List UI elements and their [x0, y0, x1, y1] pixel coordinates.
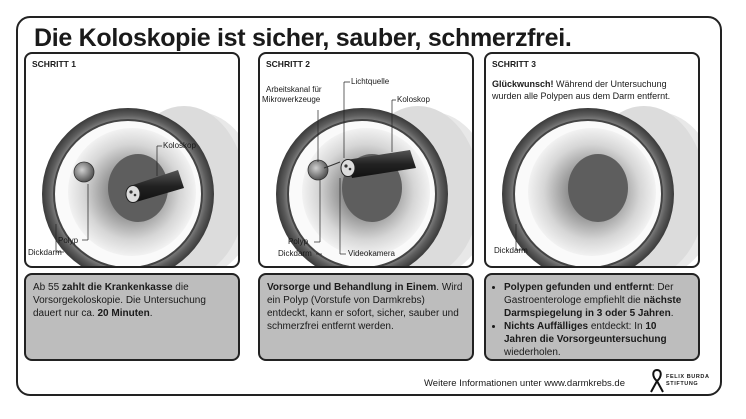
- label-koloskop: Koloskop: [397, 95, 430, 104]
- label-polyp: Polyp: [58, 236, 79, 245]
- label-koloskop: Koloskop: [163, 141, 196, 150]
- panel-step-3: [484, 52, 700, 268]
- label-lichtquelle: Lichtquelle: [351, 77, 390, 86]
- text-box-step-1: Ab 55 zahlt die Krankenkasse die Vorsorgekoloskopie. Die Untersuchung dauert nur ca. 20 Minuten.: [24, 273, 240, 361]
- label-polyp: Polyp: [288, 237, 309, 246]
- list-item: • Polypen gefunden und entfernt: Der Gastroenterologe empfiehlt die nächste Darmspiegelung in 3 oder 5 Jahren.: [504, 281, 691, 320]
- label-mikrowerkzeuge: Mikrowerkzeuge: [262, 95, 321, 104]
- colon-illustration: [26, 54, 238, 266]
- text-box-step-2: Vorsorge und Behandlung in Einem. Wird ein Polyp (Vorstufe von Darmkrebs) entdeckt, kann er sofort, sicher, sauber und schmerzfrei entfernt werden.: [258, 273, 474, 361]
- page-title: Die Koloskopie ist sicher, sauber, schmerzfrei.: [34, 24, 572, 52]
- step-label: SCHRITT 2: [266, 59, 310, 69]
- label-arbeitskanal: Arbeitskanal für: [266, 85, 322, 94]
- text-box-step-3: [484, 273, 700, 361]
- logo-text: FELIX BURDA STIFTUNG: [666, 374, 710, 387]
- panel-info-text: Glückwunsch! Während der Untersuchung wurden alle Polypen aus dem Darm entfernt.: [492, 79, 671, 101]
- label-dickdarm: Dickdarm: [278, 249, 312, 258]
- panel-step-2: [258, 52, 474, 268]
- step-label: SCHRITT 3: [492, 59, 536, 69]
- ribbon-logo-icon: [648, 368, 666, 394]
- list-item: • Nichts Auffälliges entdeckt: In 10 Jahren die Vorsorgeuntersuchung wiederholen.: [504, 320, 691, 359]
- footer-link-text: Weitere Informationen unter www.darmkrebs.de: [424, 378, 625, 389]
- label-videokamera: Videokamera: [348, 249, 395, 258]
- label-dickdarm: Dickdarm: [28, 248, 62, 257]
- step-label: SCHRITT 1: [32, 59, 76, 69]
- label-dickdarm: Dickdarm: [494, 246, 528, 255]
- panel-step-1: [24, 52, 240, 268]
